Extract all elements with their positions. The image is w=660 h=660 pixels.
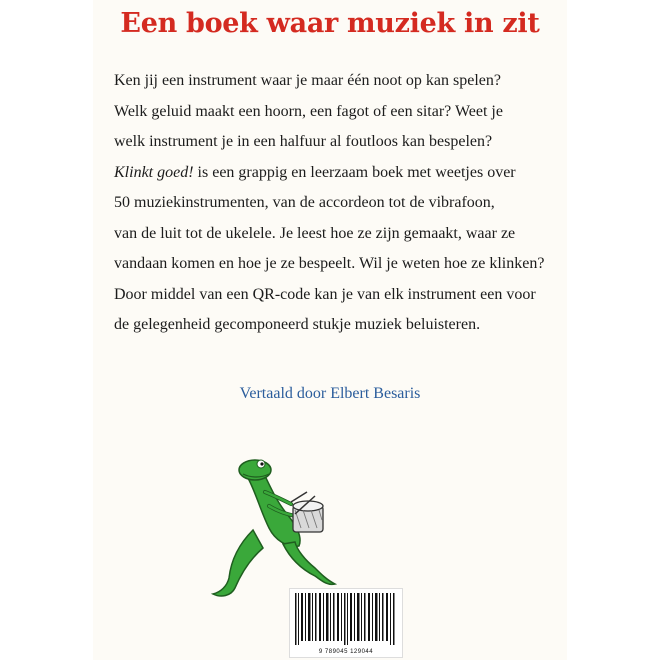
isbn-number: 9 789045 129044 (318, 649, 374, 655)
book-back-cover (93, 0, 567, 660)
blurb-line: van de luit tot de ukelele. Je leest hoe ze zijn gemaakt, waar ze (114, 224, 516, 242)
blurb-line-rest: is een grappig en leerzaam boek met weetjes over (193, 163, 516, 181)
cover-title: Een boek waar muziek in zit (120, 8, 540, 39)
frog-drummer-illustration (191, 452, 391, 602)
barcode-bars (295, 593, 397, 645)
blurb-text (114, 66, 554, 341)
blurb-line: welk instrument je in een halfuur al foutloos kan bespelen? (114, 133, 493, 150)
blurb-line: vandaan komen en hoe je ze bespeelt. Wil je weten hoe ze klinken? (114, 255, 545, 272)
blurb-line: Ken jij een instrument waar je maar één noot op kan spelen? (114, 72, 501, 89)
blurb-line: 50 muziekinstrumenten, van de accordeon tot de vibrafoon, (114, 194, 495, 211)
book-title-italic: Klinkt goed! (114, 163, 194, 181)
blurb-line: Door middel van een QR-code kan je van elk instrument een voor (114, 285, 536, 303)
translator-credit: Vertaald door Elbert Besaris (239, 385, 421, 402)
isbn-barcode (289, 588, 403, 658)
blurb-line: Welk geluid maakt een hoorn, een fagot of een sitar? Weet je (114, 102, 503, 120)
blurb-line: de gelegenheid gecomponeerd stukje muziek beluisteren. (114, 316, 481, 333)
blurb-line (114, 158, 554, 189)
